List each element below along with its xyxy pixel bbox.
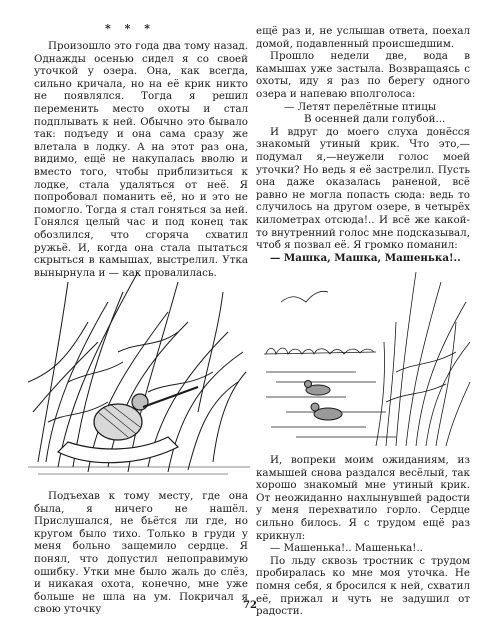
paragraph: Прошло недели две, вода в камышах уже застыла. Возвращаясь с охоты, иду я раз по берегу одного озера и напеваю вполголоса: <box>256 50 470 100</box>
paragraph-continued: ещё раз и, не услышав ответа, поехал домой, подавленный происшедшим. <box>256 25 470 50</box>
poem-line: — Летят перелётные птицы <box>284 100 437 113</box>
paragraph: Подъехав к тому месту, где она была, я ничего не нашёл. Прислушался, не бьётся ли где, но кругом было тихо. Только в груди у меня больно защемило сердце. Я понял, что допустил непоправимую ошибку. Утки мне было жаль до слёз, и никакая охота, конечно, мне уже больше не шла на ум. Покричал я свою уточку <box>34 490 248 616</box>
illustration-lake-with-ducks <box>256 262 472 446</box>
illustration-hunter-in-reeds <box>28 262 250 482</box>
dialog-line: — Машка, Машка, Машенька!.. <box>270 251 461 264</box>
poem-line: В осенней дали голубой... <box>304 113 446 126</box>
paragraph: По льду сквозь тростник с трудом пробиралась ко мне моя уточка. Не помня себя, я бросился к ней, схватил её, прижал и чуть не задушил от радости. <box>256 554 470 618</box>
left-column-top-text <box>34 40 248 279</box>
section-ornament: * * * <box>105 22 155 35</box>
paragraph: И вдруг до моего слуха донёсся знакомый утиный крик. Что это,— подумал я,—неужели голос моей уточки? Но ведь я её застрелил. Пусть она даже оказалась раненой, всё равно не могла попасть сюда: ведь то случилось на другом озере, в четырёх километрах отсюда!.. И всё же какой-то внутренний голос мне подсказывал, чтоб я позвал её. Я громко поманил: <box>256 125 470 252</box>
dialog-line: — Машенька!.. Машенька!.. <box>270 542 423 555</box>
paragraph: И, вопреки моим ожиданиям, из камышей снова раздался весёлый, так хорошо знакомый мне утиный крик. От неожиданно нахлынувшей радости у меня перехватило горло. Сердце сильно билось. Я с трудом ещё раз крикнул: <box>256 454 470 542</box>
right-column-top-text <box>256 25 470 264</box>
left-column-bottom-text <box>34 490 248 616</box>
paragraph: Произошло это года два тому назад. Однажды осенью сидел я со своей уточкой у озера. Она, как всегда, сильно кричала, но на её крик никто не появлялся. Тогда я решил переменить место охоты и стал подплывать к ней. Обычно это бывало так: подъеду и она сама сразу же влетала в лодку. А на этот раз она, видимо, ещё не накупалась вволю и вместо того, чтобы приблизиться к лодке, стала удаляться от неё. Я попробовал поманить её, но и это не помогло. Тогда я стал гоняться за ней. Гонялся целый час и под конец так обозлился, что сгоряча схватил ружьё. И, когда она стала пытаться скрыться в камышах, выстрелил. Утка вынырнула и — как провалилась. <box>34 40 248 279</box>
right-column-bottom-text <box>256 454 470 618</box>
page-number: 72 <box>243 600 257 611</box>
